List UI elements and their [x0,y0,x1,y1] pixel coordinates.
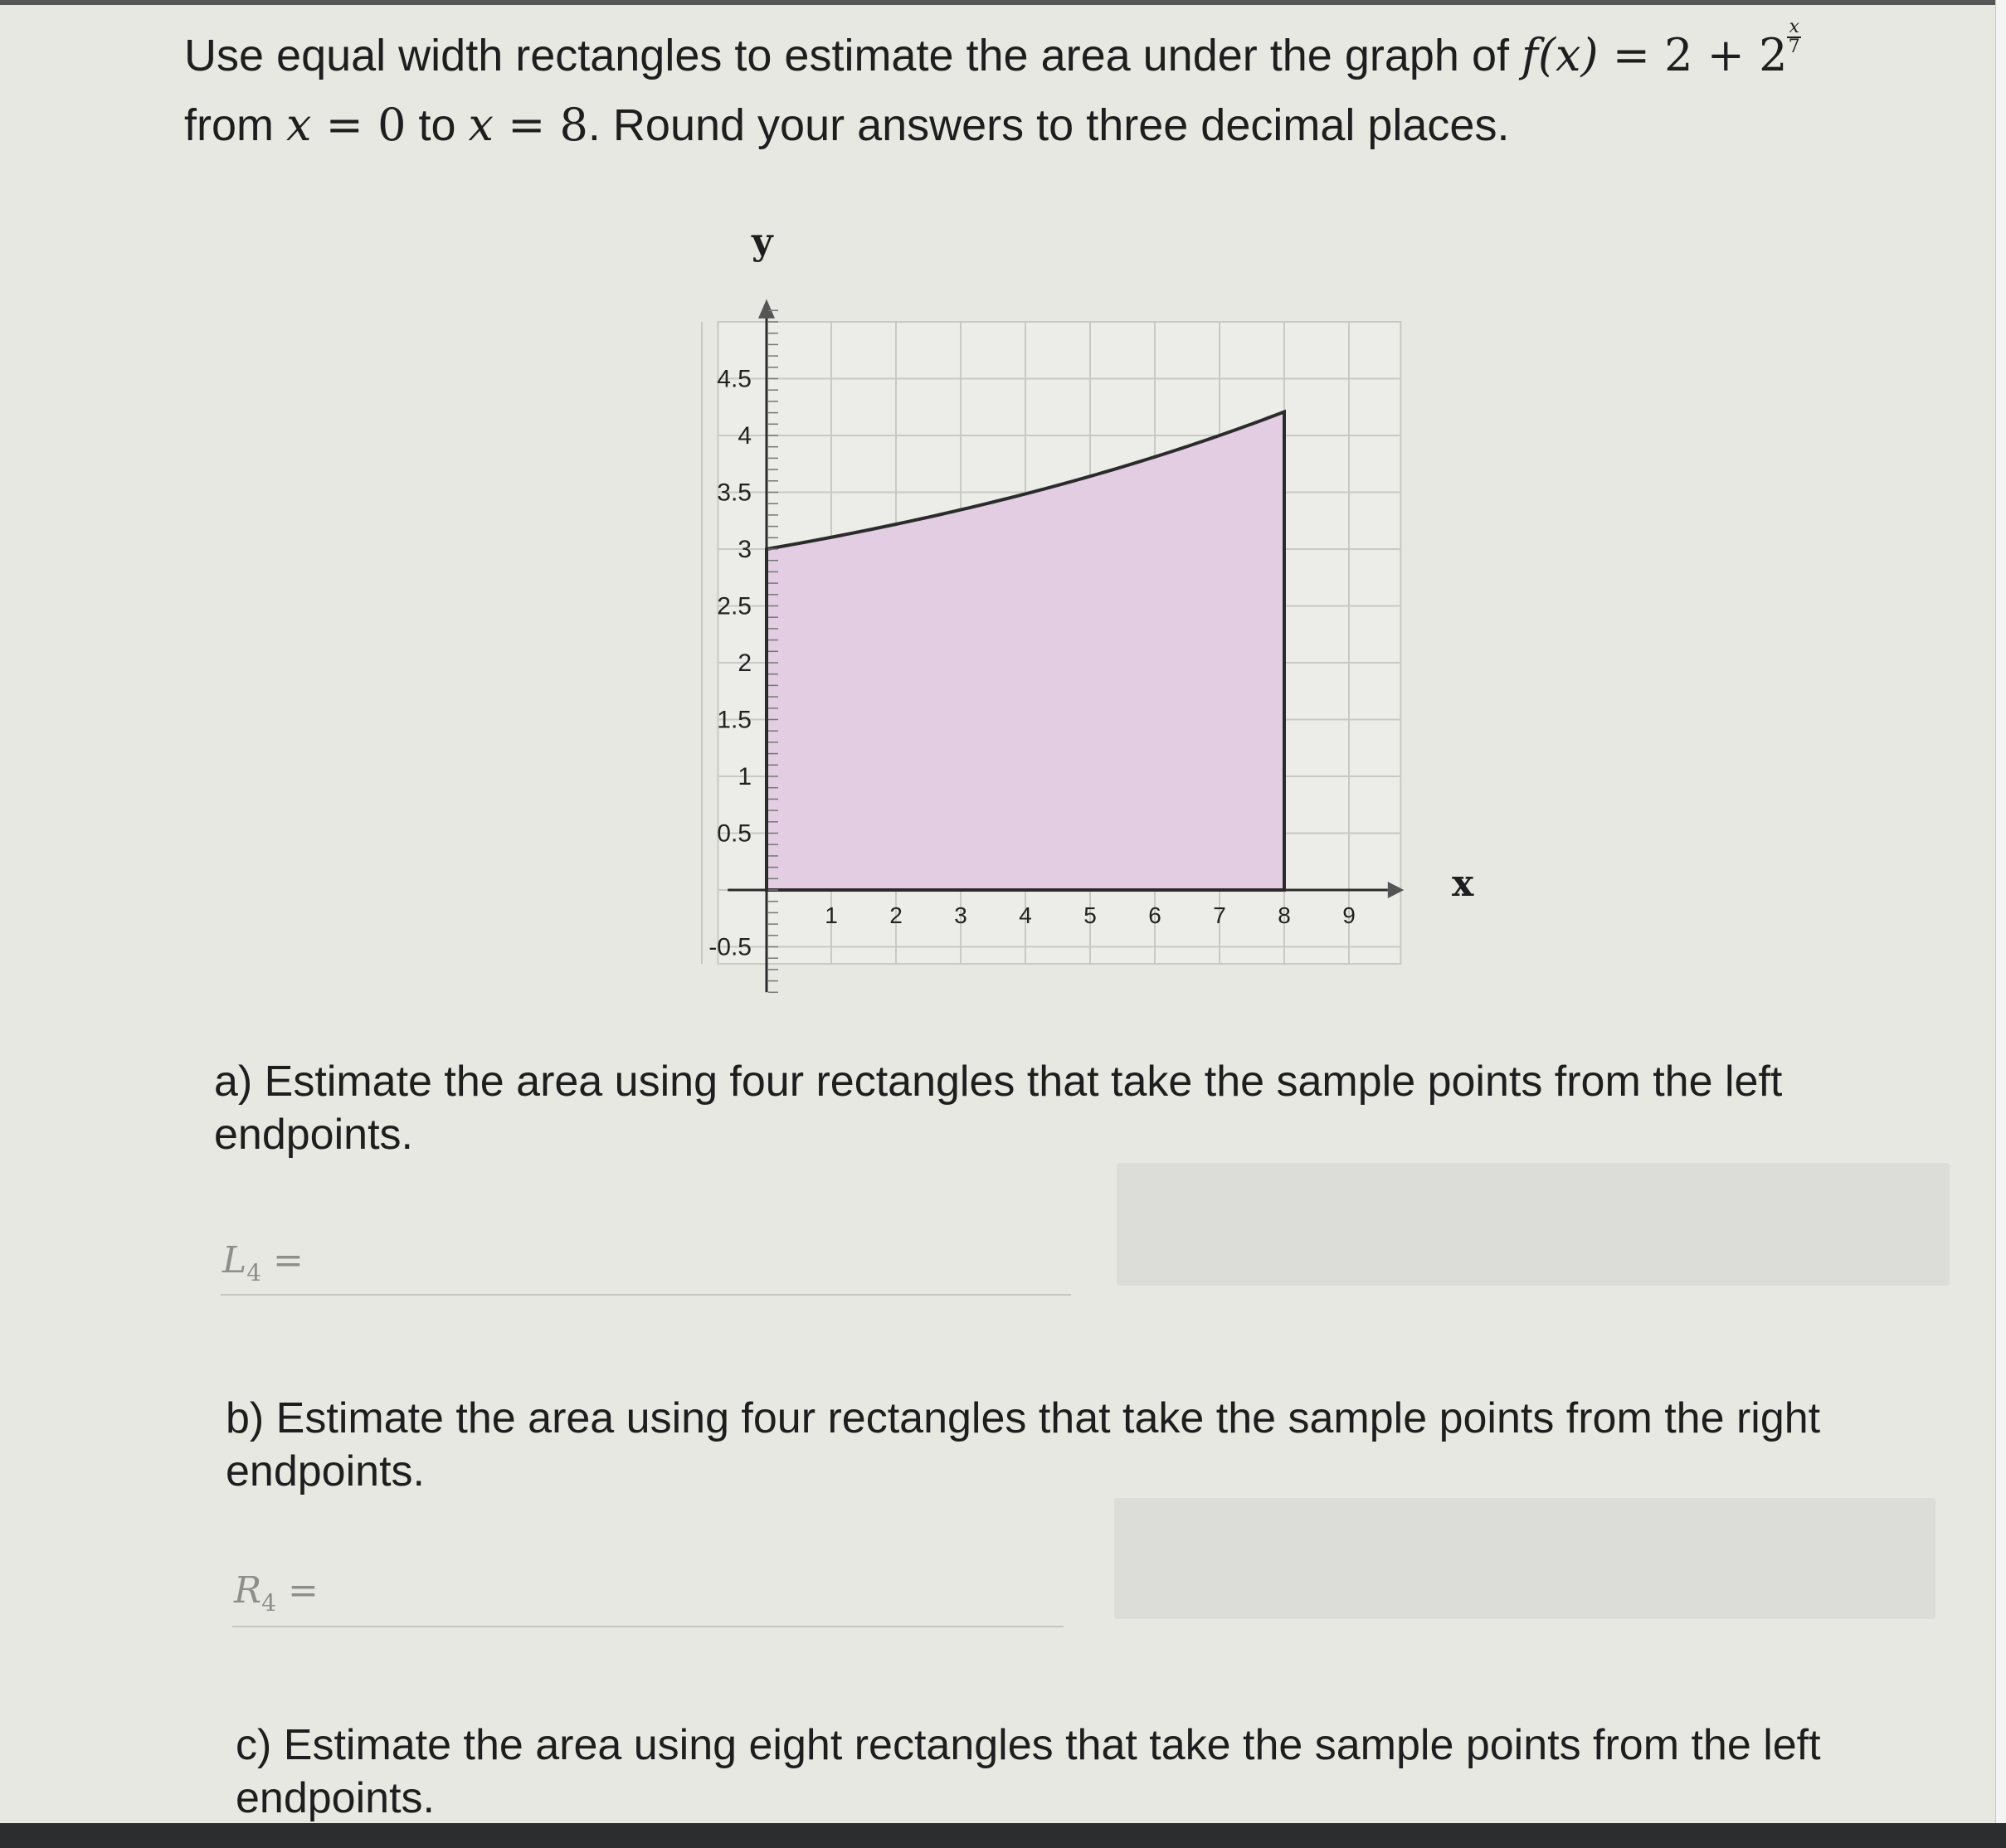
problem-statement: Use equal width rectangles to estimate the area under the graph of f(x) = 2 + 2 $\frac{x}{7}$ from x = 0 to x = 8. Round your answers to three decimal places. [184,17,1800,151]
x-tick-label: 2 [889,902,903,928]
right-window-edge [1995,0,2006,1823]
label-r4-eq: = [275,1569,319,1612]
upper-bound-value: 8 [559,99,588,151]
y-tick-label: 4 [738,422,752,450]
y-axis-label: y [752,221,773,263]
answer-r4-underline [232,1626,1064,1627]
y-axis-arrowhead [758,299,775,319]
question-b: b) Estimate the area using four rectangles that take the sample points from the right endpoints. [226,1394,1821,1495]
top-screen-edge [0,0,2006,5]
x-tick-label: 3 [954,902,967,928]
y-tick-label: 2 [738,649,752,677]
lower-bound-value: 0 [377,99,407,151]
upper-bound-var: x [468,99,494,151]
function-lhs: f(x) [1522,29,1599,81]
y-tick-label: 3.5 [717,479,752,507]
from-word: from [184,100,274,150]
problem-intro: Use equal width rectangles to estimate the area under the graph of [184,31,1509,80]
exponent-numerator: x [1789,17,1799,37]
x-tick-label: 7 [1213,902,1226,928]
x-axis-label: x [1452,863,1474,905]
question-a: a) Estimate the area using four rectangles that take the sample points from the left endpoints. [214,1058,1783,1159]
graph-canvas [680,207,1493,1020]
x-tick-label: 5 [1083,902,1097,928]
lower-bound-var: x [286,99,312,151]
x-tick-label: 8 [1278,902,1291,928]
label-r4 [234,1569,319,1617]
y-tick-label: 4.5 [717,365,752,393]
function-graph [680,207,1493,1020]
y-tick-label: 1.5 [717,706,752,734]
answer-l4-input[interactable] [1117,1163,1950,1286]
bottom-screen-edge [0,1823,2006,1848]
label-r4-sub: 4 [261,1588,276,1617]
to-word: to [418,100,456,150]
label-l4-base: L [222,1239,247,1281]
function-exponent [1787,18,1800,56]
x-tick-label: 4 [1019,902,1032,928]
label-r4-base: R [234,1569,262,1612]
exponent-denominator: 7 [1788,36,1800,57]
label-l4-eq: = [261,1239,304,1281]
question-c: c) Estimate the area using eight rectangles that take the sample points from the left endpoints. [236,1721,1821,1822]
function-equals: = [1598,29,1665,81]
y-tick-label: 0.5 [717,819,752,848]
answer-l4-underline [221,1294,1071,1296]
y-tick-label: -0.5 [708,933,752,961]
y-tick-label: 2.5 [717,592,752,620]
rounding-instructions: . Round your answers to three decimal places. [587,100,1510,150]
label-l4-sub: 4 [246,1258,262,1286]
y-tick-label: 3 [738,536,752,563]
answer-r4-input[interactable] [1114,1498,1935,1619]
function-rhs: 2 + 2 [1664,29,1788,81]
x-tick-label: 1 [825,902,838,928]
label-l4 [222,1239,304,1286]
y-tick-label: 1 [738,763,752,790]
x-tick-label: 9 [1342,902,1356,928]
x-tick-label: 6 [1148,902,1161,928]
